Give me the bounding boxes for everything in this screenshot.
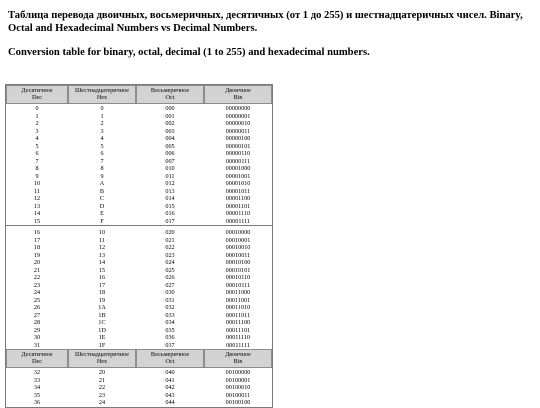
column-header-en: Dec xyxy=(32,358,42,365)
cell-dec: 34 xyxy=(33,384,41,391)
table-row xyxy=(6,150,272,158)
cell-dec: 20 xyxy=(33,259,41,266)
cell-oct: 010 xyxy=(165,165,175,172)
table-row xyxy=(6,203,272,211)
table-row xyxy=(6,267,272,275)
column-header-ru: Восьмеричное xyxy=(150,87,190,94)
column-header-ru: Восьмеричное xyxy=(150,351,190,358)
cell-hex: 22 xyxy=(98,384,106,391)
column-header-en: Oct xyxy=(165,94,175,101)
cell-dec: 13 xyxy=(33,202,41,210)
cell-oct: 015 xyxy=(165,202,175,210)
cell-hex: 10 xyxy=(98,229,106,236)
cell-hex: 19 xyxy=(98,296,106,304)
cell-hex: 6 xyxy=(100,150,104,157)
table-row xyxy=(6,180,272,188)
cell-bin: 00100000 xyxy=(225,369,251,376)
cell-bin: 00000001 xyxy=(225,112,251,120)
page-header xyxy=(8,10,532,60)
cell-hex: 1C xyxy=(98,319,106,326)
cell-bin: 00000111 xyxy=(225,157,251,165)
cell-dec: 10 xyxy=(33,180,41,187)
column-header-en: Bin xyxy=(233,94,243,101)
cell-hex: 3 xyxy=(100,127,104,135)
cell-dec: 26 xyxy=(33,304,41,311)
table-row xyxy=(6,244,272,252)
page-title: Таблица перевода двоичных, восьмеричных, десятичных (от 1 до 255) и шестнадцатеричных чисел. Binary, Octal and Hexadecimal Numbers vs Decimal Numbers. xyxy=(8,10,523,34)
cell-bin: 00010111 xyxy=(225,281,251,289)
cell-bin: 00011100 xyxy=(225,319,251,326)
cell-dec: 36 xyxy=(33,399,41,406)
cell-oct: 003 xyxy=(165,127,175,135)
cell-bin: 00011101 xyxy=(225,326,251,334)
column-header-en: Dec xyxy=(32,94,42,101)
cell-oct: 042 xyxy=(165,384,175,391)
cell-bin: 00100011 xyxy=(225,391,251,399)
cell-bin: 00011000 xyxy=(225,289,251,296)
cell-hex: 12 xyxy=(98,244,106,251)
cell-oct: 014 xyxy=(165,195,175,202)
cell-dec: 32 xyxy=(33,369,41,376)
cell-bin: 00001111 xyxy=(225,217,251,225)
column-header-en: Hex xyxy=(96,94,108,101)
table-row xyxy=(6,237,272,245)
cell-oct: 043 xyxy=(165,391,175,399)
cell-bin: 00001000 xyxy=(225,165,251,172)
cell-hex: 23 xyxy=(98,391,106,399)
cell-bin: 00000010 xyxy=(225,120,251,127)
column-header-ru: Двоичное xyxy=(225,351,251,358)
table-row xyxy=(6,334,272,342)
cell-dec: 3 xyxy=(35,127,39,135)
table-row xyxy=(6,165,272,173)
table-row xyxy=(6,158,272,166)
cell-oct: 037 xyxy=(165,341,175,349)
cell-oct: 007 xyxy=(165,157,175,165)
cell-oct: 026 xyxy=(165,274,175,281)
cell-bin: 00011110 xyxy=(225,334,251,341)
cell-hex: 14 xyxy=(98,259,106,266)
cell-bin: 00010000 xyxy=(225,229,251,236)
cell-hex: 16 xyxy=(98,274,106,281)
table-row xyxy=(6,210,272,218)
cell-bin: 00000110 xyxy=(225,150,251,157)
cell-oct: 040 xyxy=(165,369,175,376)
table-row xyxy=(6,173,272,181)
column-header-hex xyxy=(68,85,136,104)
table-row xyxy=(6,327,272,335)
cell-dec: 5 xyxy=(35,142,39,150)
table-row xyxy=(6,312,272,320)
cell-oct: 030 xyxy=(165,289,175,296)
column-header-ru: Десятичное xyxy=(21,351,53,358)
table-row xyxy=(6,282,272,290)
cell-bin: 00011111 xyxy=(226,341,250,349)
table-row xyxy=(6,319,272,327)
cell-hex: 1E xyxy=(98,334,106,341)
cell-dec: 35 xyxy=(33,391,41,399)
cell-bin: 00100001 xyxy=(225,376,251,384)
column-header-en: Hex xyxy=(96,358,108,365)
cell-dec: 18 xyxy=(33,244,41,251)
cell-oct: 002 xyxy=(165,120,175,127)
cell-oct: 027 xyxy=(165,281,175,289)
column-header-hex xyxy=(68,349,136,368)
table-row xyxy=(6,135,272,143)
cell-hex: 0 xyxy=(100,105,104,112)
cell-dec: 29 xyxy=(33,326,41,334)
cell-bin: 00001001 xyxy=(225,172,251,180)
cell-oct: 035 xyxy=(165,326,175,334)
cell-bin: 00000101 xyxy=(225,142,251,150)
cell-oct: 041 xyxy=(165,376,175,384)
column-header-ru: Шестнадцатеричное xyxy=(75,87,129,94)
cell-dec: 2 xyxy=(35,120,39,127)
cell-dec: 22 xyxy=(33,274,41,281)
cell-oct: 023 xyxy=(165,251,175,259)
cell-hex: 1A xyxy=(98,304,106,311)
cell-dec: 25 xyxy=(33,296,41,304)
cell-bin: 00000100 xyxy=(225,135,251,142)
cell-hex: 4 xyxy=(100,135,104,142)
cell-dec: 33 xyxy=(33,376,41,384)
cell-hex: 20 xyxy=(98,369,106,376)
cell-dec: 21 xyxy=(33,266,41,274)
cell-bin: 00000000 xyxy=(225,105,251,112)
table-header-row xyxy=(6,349,272,368)
column-header-dec xyxy=(6,349,68,368)
cell-hex: 9 xyxy=(100,172,104,180)
cell-oct: 004 xyxy=(165,135,175,142)
cell-hex: C xyxy=(99,195,105,202)
cell-hex: 5 xyxy=(100,142,104,150)
table-row xyxy=(6,228,272,237)
cell-dec: 27 xyxy=(33,311,41,319)
cell-hex: 1 xyxy=(100,112,104,120)
cell-hex: E xyxy=(100,210,104,217)
cell-bin: 00011010 xyxy=(225,304,251,311)
cell-bin: 00010101 xyxy=(225,266,251,274)
column-header-bin xyxy=(204,85,272,104)
cell-bin: 00001110 xyxy=(225,210,251,217)
cell-hex: 8 xyxy=(100,165,104,172)
column-header-oct xyxy=(136,85,204,104)
cell-oct: 031 xyxy=(165,296,175,304)
cell-dec: 17 xyxy=(33,236,41,244)
cell-oct: 024 xyxy=(165,259,175,266)
table-row xyxy=(6,104,272,113)
cell-hex: B xyxy=(99,187,105,195)
cell-oct: 006 xyxy=(165,150,175,157)
cell-hex: F xyxy=(100,217,104,225)
column-header-bin xyxy=(204,349,272,368)
table-header-row xyxy=(6,85,272,104)
cell-hex: 2 xyxy=(100,120,104,127)
cell-bin: 00011001 xyxy=(225,296,251,304)
cell-dec: 19 xyxy=(33,251,41,259)
column-header-en: Bin xyxy=(233,358,243,365)
cell-dec: 30 xyxy=(33,334,41,341)
conversion-table xyxy=(5,84,273,408)
table-row xyxy=(6,289,272,297)
column-header-ru: Шестнадцатеричное xyxy=(75,351,129,358)
cell-oct: 025 xyxy=(165,266,175,274)
table-row xyxy=(6,399,272,407)
table-row xyxy=(6,195,272,203)
table-row xyxy=(6,259,272,267)
cell-bin: 00000011 xyxy=(225,127,251,135)
cell-bin: 00001100 xyxy=(225,195,251,202)
cell-oct: 044 xyxy=(165,399,175,406)
cell-hex: 21 xyxy=(98,376,106,384)
cell-hex: 11 xyxy=(99,236,105,244)
column-header-ru: Двоичное xyxy=(225,87,251,94)
cell-dec: 24 xyxy=(33,289,41,296)
table-row xyxy=(6,304,272,312)
cell-oct: 001 xyxy=(165,112,175,120)
cell-oct: 033 xyxy=(165,311,175,319)
cell-hex: 15 xyxy=(98,266,106,274)
cell-oct: 013 xyxy=(165,187,175,195)
cell-bin: 00010110 xyxy=(225,274,251,281)
cell-dec: 12 xyxy=(33,195,41,202)
cell-hex: 18 xyxy=(98,289,106,296)
cell-bin: 00010010 xyxy=(225,244,251,251)
cell-hex: 13 xyxy=(98,251,106,259)
cell-hex: A xyxy=(99,180,105,187)
cell-bin: 00100010 xyxy=(225,384,251,391)
cell-bin: 00100100 xyxy=(225,399,251,406)
cell-hex: 1D xyxy=(98,326,106,334)
cell-hex: 7 xyxy=(100,157,104,165)
table-row xyxy=(6,274,272,282)
column-header-oct xyxy=(136,349,204,368)
cell-dec: 4 xyxy=(35,135,39,142)
cell-bin: 00010100 xyxy=(225,259,251,266)
cell-dec: 31 xyxy=(33,341,41,349)
cell-dec: 1 xyxy=(35,112,39,120)
cell-dec: 11 xyxy=(34,187,40,195)
page-subtitle: Conversion table for binary, octal, decimal (1 to 255) and hexadecimal numbers. xyxy=(8,47,370,58)
cell-bin: 00001101 xyxy=(225,202,251,210)
column-header-ru: Десятичное xyxy=(21,87,53,94)
cell-oct: 020 xyxy=(165,229,175,236)
cell-hex: 24 xyxy=(98,399,106,406)
cell-oct: 021 xyxy=(165,236,175,244)
cell-oct: 011 xyxy=(165,172,175,180)
table-row xyxy=(6,188,272,196)
cell-dec: 16 xyxy=(33,229,41,236)
table-row xyxy=(6,377,272,385)
cell-hex: D xyxy=(99,202,105,210)
cell-dec: 0 xyxy=(35,105,39,112)
cell-oct: 032 xyxy=(165,304,175,311)
table-row xyxy=(6,218,272,226)
cell-dec: 7 xyxy=(35,157,39,165)
table-row xyxy=(6,113,272,121)
cell-oct: 012 xyxy=(165,180,175,187)
cell-bin: 00001011 xyxy=(225,187,251,195)
column-header-dec xyxy=(6,85,68,104)
cell-oct: 022 xyxy=(165,244,175,251)
table-row xyxy=(6,252,272,260)
cell-dec: 14 xyxy=(33,210,41,217)
cell-oct: 000 xyxy=(165,105,175,112)
cell-dec: 23 xyxy=(33,281,41,289)
cell-dec: 28 xyxy=(33,319,41,326)
table-row xyxy=(6,392,272,400)
table-row xyxy=(6,342,272,350)
cell-dec: 15 xyxy=(33,217,41,225)
cell-bin: 00010001 xyxy=(225,236,251,244)
table-row xyxy=(6,368,272,377)
cell-dec: 6 xyxy=(35,150,39,157)
cell-hex: 17 xyxy=(98,281,106,289)
cell-oct: 034 xyxy=(165,319,175,326)
column-header-en: Oct xyxy=(165,358,175,365)
cell-dec: 8 xyxy=(35,165,39,172)
cell-dec: 9 xyxy=(35,172,39,180)
table-row xyxy=(6,143,272,151)
cell-bin: 00001010 xyxy=(225,180,251,187)
table-row xyxy=(6,384,272,392)
cell-oct: 016 xyxy=(165,210,175,217)
cell-oct: 005 xyxy=(165,142,175,150)
cell-oct: 036 xyxy=(165,334,175,341)
cell-bin: 00010011 xyxy=(225,251,251,259)
cell-oct: 017 xyxy=(165,217,175,225)
cell-bin: 00011011 xyxy=(225,311,251,319)
cell-hex: 1F xyxy=(98,341,106,349)
cell-hex: 1B xyxy=(98,311,106,319)
table-row xyxy=(6,120,272,128)
table-row xyxy=(6,297,272,305)
table-row xyxy=(6,128,272,136)
